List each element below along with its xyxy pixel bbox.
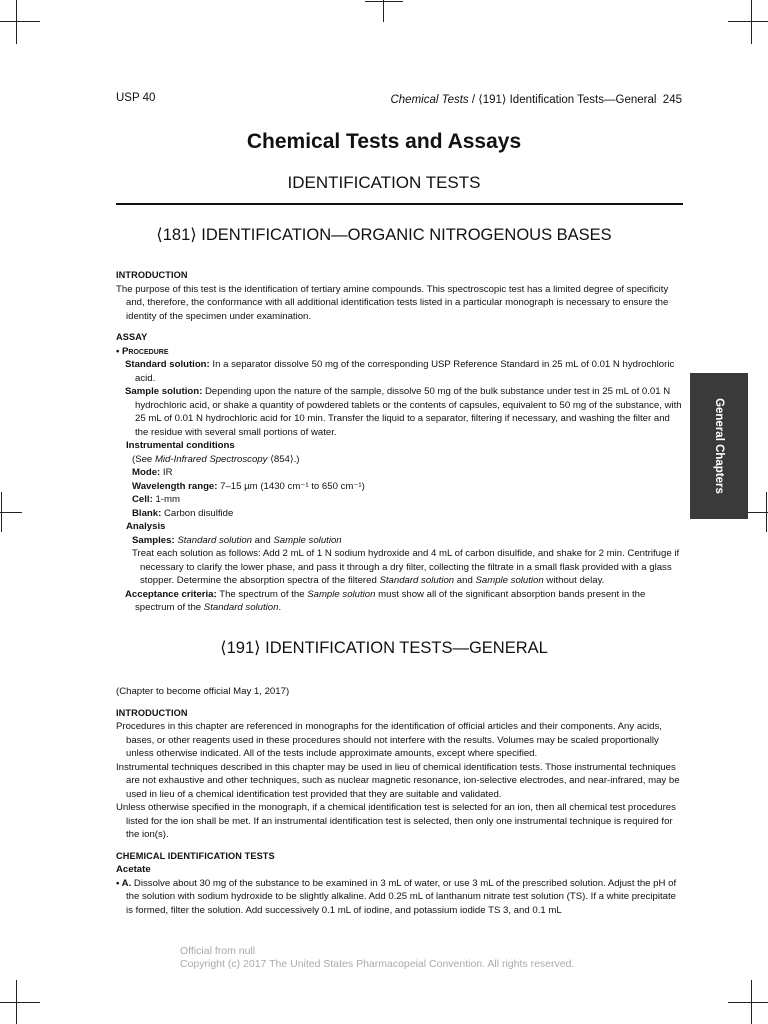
ch181-analysis: Analysis — [126, 521, 166, 532]
ch191-acetate-a — [116, 877, 684, 918]
acceptance-mid: must show all of the significant absorption bands present in the spectrum of the — [135, 588, 646, 613]
treat-post: without delay. — [543, 575, 605, 586]
treat-pre: Treat each solution as follows: Add 2 mL of 1 N sodium hydroxide and 4 mL of carbon disulfide, and shake for 2 min. Centrifuge if necessary to clarify the lower phase, and pass it through a dry filter, collecting the filtrate in a small flask provided with a glass stopper. Determine the absorption spectra of the filtered — [132, 548, 680, 586]
cell-value: 1-mm — [152, 494, 180, 505]
ch181-intro-text: The purpose of this test is the identification of tertiary amine compounds. This spectroscopic test has a limited degree of specificity and, therefore, the conformance with all additional identification tests listed in a particular monograph is necessary to ensure the identity of the specimen under examination. — [116, 283, 669, 322]
ch181-assay-heading: ASSAY — [116, 332, 148, 342]
ch191-chem-heading: CHEMICAL IDENTIFICATION TESTS — [116, 850, 275, 861]
treat-std: Standard solution — [379, 575, 455, 586]
chapter-191-heading: ⟨191⟩ IDENTIFICATION TESTS—GENERAL — [220, 639, 548, 657]
side-tab — [690, 373, 748, 519]
acceptance-sample: Sample solution — [307, 588, 376, 600]
ch191-para-2: Instrumental techniques described in this chapter may be used in lieu of chemical identification tests. Those instrumental techniques are not exhaustive and other techniques, such as nuclear magnetic resonance, ion-selective electrodes, and near-infrared, may be used in lieu of a chemical identification test provided that they are suitable and validated. — [116, 761, 680, 800]
cell-label: Cell: — [132, 494, 153, 505]
page-title: Chemical Tests and Assays — [246, 130, 522, 153]
running-head-chapter: / ⟨191⟩ Identification Tests—General 245 — [468, 94, 682, 106]
sample-solution-text: Depending upon the nature of the sample, dissolve 50 mg of the bulk substance under test in 25 mL of 0.01 N hydrochloric acid, or shake a quantity of powdered tablets or the contents of capsules, equivalent to 50 mg of the substance, with 25 mL of 0.01 N hydrochloric acid for 10 min. Transfer the liquid to a separator, filtering if necessary, and washing the filter and the residue with several small portions of water. — [135, 386, 682, 438]
test-a-text: Dissolve about 30 mg of the substance to be examined in 3 mL of water, or use 3 mL of the prescribed solution. Adjust the pH of the solution with sodium hydroxide to be slightly alkaline. Add 0.25 mL of lanthanum nitrate test solution (TS). If a white precipitate is formed, filter the solution. Add successively 0.1 mL of iodine, and potassium iodide TS 3, and 0.1 mL — [126, 877, 677, 916]
copyright-footer — [180, 945, 574, 971]
ch181-see-reference — [116, 453, 684, 467]
ch181-acceptance — [116, 588, 684, 615]
ch191-para-3: Unless otherwise specified in the monograph, if a chemical identification test is selected for an ion, then all chemical test procedures listed for the ion shall be met. If an instrumental identification test is selected, then only one instrumental technique is required for the ion(s). — [116, 802, 676, 840]
blank-value: Carbon disulfide — [161, 507, 234, 519]
see-link-text: Mid-Infrared Spectroscopy — [154, 453, 268, 465]
page-subtitle: IDENTIFICATION TESTS — [287, 173, 481, 192]
treat-and: and — [454, 575, 476, 586]
running-head-left: USP 40 — [116, 92, 156, 104]
std-solution-label: Standard solution: — [125, 359, 210, 370]
ch191-intro-heading: INTRODUCTION — [116, 707, 188, 718]
side-tab-label: General Chapters — [713, 398, 725, 494]
acceptance-label: Acceptance criteria: — [125, 588, 217, 600]
running-head-right — [390, 92, 682, 106]
acceptance-std: Standard solution — [203, 602, 279, 613]
ch181-samples — [116, 534, 684, 548]
chapter-191-body — [116, 685, 684, 917]
ch191-official-note: (Chapter to become official May 1, 2017) — [116, 686, 290, 697]
see-pre: (See — [132, 453, 155, 465]
ch181-sample-solution — [116, 385, 684, 439]
ch181-blank — [116, 507, 684, 521]
test-a-label: • A. — [116, 877, 132, 889]
ch181-standard-solution — [116, 358, 684, 385]
ch181-mode — [116, 466, 684, 480]
ch181-procedure-label: • Procedure — [116, 345, 169, 357]
ch191-para-1: Procedures in this chapter are referenced in monographs for the identification of official articles and their components. Any acids, bases, or other reagents used in these procedures should not interfere with the results. Volumes may be scaled proportionally unless otherwise indicated. All of the tests include approximate amounts, except where specified. — [116, 721, 662, 759]
ch181-wavelength — [116, 480, 684, 494]
footer-line-1: Official from null — [180, 945, 256, 957]
ch181-intro-heading: INTRODUCTION — [116, 270, 188, 280]
ch181-cell — [116, 493, 684, 507]
mode-value: IR — [160, 467, 173, 478]
sample-solution-label: Sample solution: — [125, 386, 203, 397]
ch181-instrumental-conditions: Instrumental conditions — [126, 440, 235, 451]
ch181-treat — [116, 547, 684, 588]
chapter-181-heading: ⟨181⟩ IDENTIFICATION—ORGANIC NITROGENOUS BASES — [156, 226, 612, 244]
footer-line-2: Copyright (c) 2017 The United States Pharmacopeial Convention. All rights reserved. — [180, 958, 575, 970]
samples-label: Samples: — [132, 534, 175, 546]
blank-label: Blank: — [132, 507, 162, 519]
samples-and: and — [252, 534, 274, 546]
title-rule — [116, 203, 683, 205]
treat-sample: Sample solution — [475, 575, 544, 586]
ch191-acetate-label: Acetate — [116, 864, 151, 875]
chapter-181-body — [116, 269, 684, 615]
std-solution-text: In a separator dissolve 50 mg of the corresponding USP Reference Standard in 25 mL of 0.01 N hydrochloric acid. — [135, 359, 675, 384]
samples-sample: Sample solution — [273, 534, 342, 546]
mode-label: Mode: — [132, 467, 161, 478]
acceptance-post: . — [278, 602, 282, 613]
wavelength-label: Wavelength range: — [132, 480, 218, 492]
samples-std: Standard solution — [177, 534, 253, 546]
wavelength-value: 7–15 µm (1430 cm⁻¹ to 650 cm⁻¹) — [217, 480, 365, 492]
see-post: ⟨854⟩.) — [267, 453, 300, 465]
running-head-section: Chemical Tests — [390, 94, 469, 106]
acceptance-pre: The spectrum of the — [216, 588, 308, 600]
